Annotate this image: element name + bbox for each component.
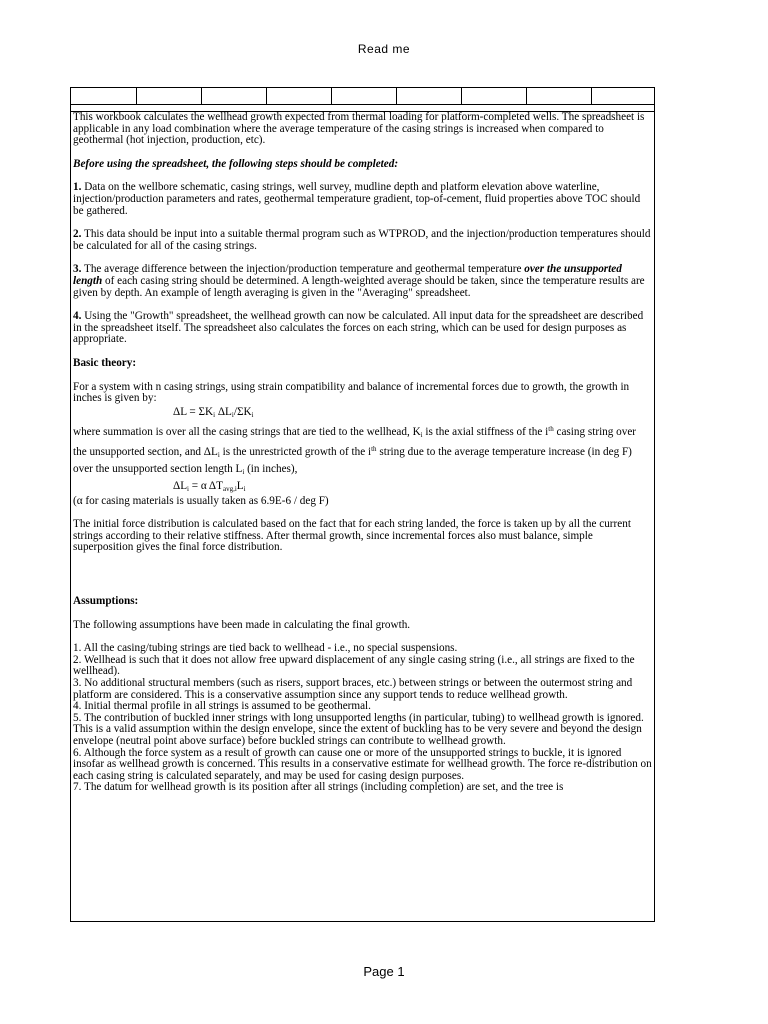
step-2 bbox=[73, 229, 652, 252]
subscript: i bbox=[242, 467, 245, 476]
column-divider bbox=[591, 88, 592, 104]
step-number: 2. bbox=[73, 228, 82, 241]
unrestricted-growth-formula bbox=[73, 479, 652, 496]
theory-heading: Basic theory: bbox=[73, 356, 137, 369]
column-divider bbox=[526, 88, 527, 104]
readme-content bbox=[73, 112, 652, 921]
readme-sheet bbox=[70, 87, 655, 922]
formula-part: L bbox=[236, 479, 244, 492]
assumption-item: 3. No additional structural members (such as risers, support braces, etc.) between strings or between the outermost string and platform are considered. This is a conservative assumption since any support tends to reduce wellhead growth. bbox=[73, 677, 633, 701]
step-text: Using the "Growth" spreadsheet, the wellhead growth can now be calculated. All input data for the spreadsheet are described in the spreadsheet itself. The spreadsheet also calculates the forces on each string, which can be used for design purposes as appropriate. bbox=[73, 310, 644, 346]
subscript: avg,i bbox=[222, 484, 237, 493]
column-divider bbox=[396, 88, 397, 104]
subscript: i bbox=[187, 484, 189, 493]
step-number: 3. bbox=[73, 263, 82, 276]
subscript: i bbox=[217, 450, 220, 459]
step-1 bbox=[73, 182, 652, 217]
formula-part: ΔL bbox=[173, 479, 188, 492]
column-divider bbox=[461, 88, 462, 104]
step-text: The average difference between the injection/production temperature and geothermal temperature bbox=[81, 263, 525, 276]
page-number: Page 1 bbox=[363, 964, 405, 979]
column-divider bbox=[136, 88, 137, 104]
subscript: i bbox=[251, 410, 254, 419]
assumption-item: 4. Initial thermal profile in all strings is assumed to be geothermal. bbox=[73, 700, 371, 713]
formula-part: ΔL = ΣK bbox=[173, 405, 214, 418]
page-header-title: Read me bbox=[357, 42, 411, 56]
superscript: th bbox=[548, 424, 554, 433]
alpha-note: (α for casing materials is usually taken as 6.9E-6 / deg F) bbox=[73, 494, 329, 507]
assumptions-intro: The following assumptions have been made in calculating the final growth. bbox=[73, 618, 411, 631]
step-text: of each casing string should be determined. A length-weighted average should be taken, since the temperature results are given by depth. An example of length averaging is given in the "Averaging" spreadsheet. bbox=[73, 274, 645, 299]
theory-paragraph: For a system with n casing strings, using strain compatibility and balance of incremental forces due to growth, the growth in inches is given by: bbox=[73, 380, 630, 405]
step-number: 1. bbox=[73, 181, 82, 194]
step-number: 4. bbox=[73, 310, 82, 323]
text: casing string over the unsupported section, and ΔL bbox=[73, 425, 637, 458]
assumption-item: 7. The datum for wellhead growth is its position after all strings (including completion) are set, and the tree is bbox=[73, 781, 564, 794]
intro-paragraph: This workbook calculates the wellhead growth expected from thermal loading for platform-completed wells. The spreadsheet is applicable in any load combination where the average temperature of the casing strings is increased when compared to geothermal (hot injection, production, etc). bbox=[73, 111, 645, 147]
subscript: i bbox=[243, 484, 246, 493]
step-text: This data should be input into a suitable thermal program such as WTPROD, and the injection/production temperatures should be calculated for all of the casing strings. bbox=[73, 228, 651, 252]
step-emphasis: over the unsupported length bbox=[73, 263, 622, 287]
text: where summation is over all the casing strings that are tied to the wellhead, K bbox=[73, 425, 421, 438]
force-paragraph: The initial force distribution is calculated based on the fact that for each string landed, the force is taken up by all the current strings according to their relative stiffness. After thermal growth, since incremental forces also must balance, simple superposition gives the final force distribution. bbox=[73, 518, 631, 554]
text: is the axial stiffness of the i bbox=[422, 425, 549, 438]
assumption-item: 1. All the casing/tubing strings are tied back to wellhead - i.e., no special suspensions. bbox=[73, 642, 458, 655]
superscript: th bbox=[371, 444, 377, 453]
assumption-item: 2. Wellhead is such that it does not allow free upward displacement of any single casing string (i.e., all strings are fixed to the wellhead). bbox=[73, 653, 635, 678]
step-text: Data on the wellbore schematic, casing strings, well survey, mudline depth and platform elevation above waterline, injection/production parameters and rates, geothermal temperature gradient, top-of-cement, fluid properties above TOC should be gathered. bbox=[73, 181, 641, 217]
step-3 bbox=[73, 264, 652, 299]
text: (in inches), bbox=[244, 462, 298, 475]
subscript: i bbox=[420, 430, 423, 439]
text: is the unrestricted growth of the i bbox=[219, 445, 372, 458]
assumption-item: 6. Although the force system as a result of growth can cause one or more of the unsupported strings to buckle, it is ignored insofar as wellhead growth is concerned. This results in a conservative estimate for wellhead growth. The force re-distribution on each casing string is calculated separately, and may be used for casing design purposes. bbox=[73, 746, 652, 782]
assumption-item: 5. The contribution of buckled inner strings with long unsupported lengths (in particular, tubing) to wellhead growth is ignored. This is a valid assumption within the design envelope, since the extent of buckling has to be very severe and beyond the design envelope (neutral point above surface) before buckled strings can contribute to wellhead growth. bbox=[73, 711, 644, 747]
steps-heading: Before using the spreadsheet, the following steps should be completed: bbox=[73, 157, 399, 170]
theory-definitions bbox=[73, 422, 652, 479]
step-4 bbox=[73, 311, 652, 346]
formula-part: ΔL bbox=[215, 405, 232, 418]
assumptions-heading: Assumptions: bbox=[73, 595, 139, 608]
formula-part: /ΣK bbox=[233, 405, 252, 418]
column-divider bbox=[266, 88, 267, 104]
subscript: i bbox=[213, 410, 216, 419]
assumptions-list bbox=[73, 643, 652, 794]
subscript: i bbox=[231, 410, 234, 419]
formula-part: = α ΔT bbox=[188, 479, 223, 492]
growth-formula bbox=[73, 405, 652, 422]
column-divider bbox=[331, 88, 332, 104]
text: string due to the average temperature increase (in deg F) over the unsupported section length L bbox=[73, 445, 632, 475]
column-header-row bbox=[71, 88, 654, 105]
column-divider bbox=[201, 88, 202, 104]
